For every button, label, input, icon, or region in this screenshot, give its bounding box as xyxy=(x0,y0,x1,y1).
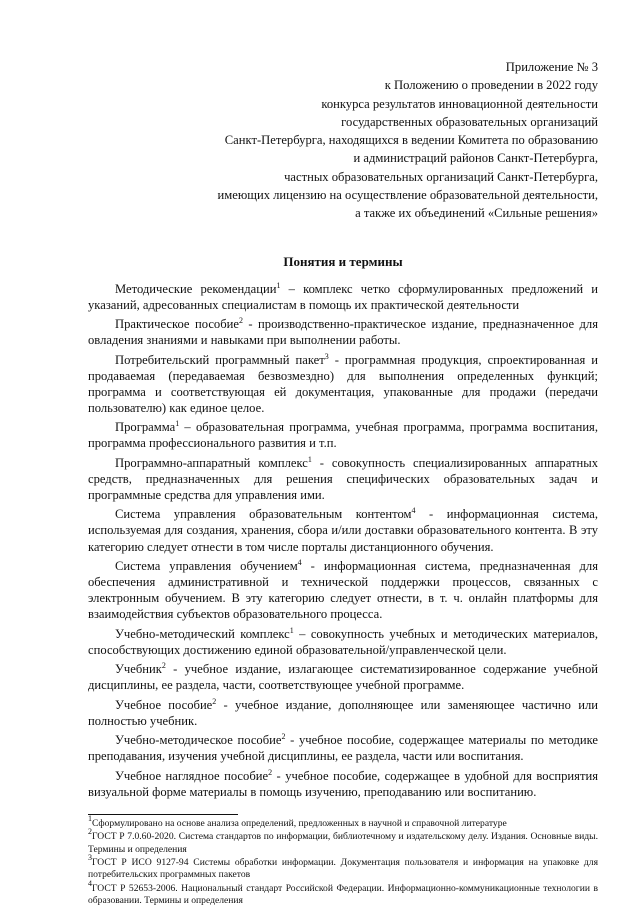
appendix-line: государственных образовательных организаций xyxy=(341,114,598,129)
footnote-text: ГОСТ Р 52653-2006. Национальный стандарт Российской Федерации. Информационно-коммуникационные технологии в образовании. Термины и определения xyxy=(88,882,598,907)
term-name: Учебно-методическое пособие xyxy=(115,733,282,748)
term-paragraph xyxy=(88,352,598,416)
term-name: Система управления обучением xyxy=(115,558,298,573)
term-paragraph xyxy=(88,419,598,451)
appendix-line: Приложение № 3 xyxy=(505,60,598,74)
term-name: Программно-аппаратный комплекс xyxy=(115,455,308,470)
term-name: Потребительский программный пакет xyxy=(115,352,325,367)
footnote-ref: 4 xyxy=(297,557,302,567)
term-name: Учебник xyxy=(115,662,162,677)
term-paragraph xyxy=(88,316,598,348)
footnote-number: 4 xyxy=(88,878,92,888)
term-definition: – образовательная программа, учебная программа, программа воспитания, программа профессионального развития и т.п. xyxy=(88,420,598,451)
footnote-text: ГОСТ Р ИСО 9127-94 Системы обработки информации. Документация пользователя и информация на упаковке для потребительских программных пакетов xyxy=(88,856,598,881)
term-definition: - производственно-практическое издание, предназначенное для овладения знаниями и навыками при выполнении работы. xyxy=(88,317,598,348)
footnote-text: Сформулировано на основе анализа определений, предложенных в научной и справочной литературе xyxy=(92,817,507,829)
footnote-number: 3 xyxy=(88,852,92,862)
term-paragraph xyxy=(88,455,598,503)
footnotes xyxy=(88,813,598,908)
term-name: Учебное пособие xyxy=(115,697,213,712)
footnote-number: 2 xyxy=(88,826,92,836)
term-definition: - учебное пособие, содержащее в удобной для восприятия визуальной форме материалы в помощь изучению, преподаванию или воспитанию. xyxy=(88,768,598,799)
term-definition: - совокупность специализированных аппаратных средств, предназначенных для решения специфических образовательных задач и программные средства для управления ими. xyxy=(88,455,598,502)
term-definition: - учебное издание, дополняющее или заменяющее частично или полностью учебник. xyxy=(88,697,599,728)
footnote-ref: 2 xyxy=(281,732,286,742)
appendix-line: Санкт-Петербурга, находящихся в ведении Комитета по образованию xyxy=(224,133,598,148)
footnote-ref: 3 xyxy=(324,351,329,361)
footnote xyxy=(88,813,598,831)
footnote-ref: 2 xyxy=(238,316,243,326)
term-definition: - учебное издание, излагающее систематизированное содержание учебной дисциплины, ее раздела, части, соответствующее учебной программе. xyxy=(88,662,598,693)
term-definition: - учебное пособие, содержащее материалы по методике преподавания, изучения учебной дисциплины, ее раздела, части или воспитания. xyxy=(88,733,598,764)
appendix-line: конкурса результатов инновационной деятельности xyxy=(321,96,598,111)
appendix-line: имеющих лицензию на осуществление образовательной деятельности, xyxy=(217,188,598,203)
footnote-text: ГОСТ Р 7.0.60-2020. Система стандартов по информации, библиотечному и издательскому делу. Издания. Основные виды. Термины и определения xyxy=(88,830,598,855)
term-paragraph xyxy=(88,768,598,800)
term-definition: - информационная система, предназначенная для обеспечения административной и технической поддержки процессов, связанных с электронным обучением. В эту категорию следует отнести, в т. ч. онлайн платформы для взаимодействия субъектов образовательного процесса. xyxy=(88,558,598,622)
footnote xyxy=(88,826,598,856)
footnote-divider xyxy=(88,814,238,815)
term-paragraph xyxy=(88,281,598,313)
term-definition: – комплекс четко сформулированных предложений и указаний, адресованных специалистам в помощь их практической деятельности xyxy=(88,281,598,312)
term-name: Учебное наглядное пособие xyxy=(115,768,269,783)
term-paragraph xyxy=(88,697,598,729)
term-paragraph xyxy=(88,661,598,693)
footnote-ref: 2 xyxy=(268,767,273,777)
term-definition: - программная продукция, спроектированная и продаваемая (передаваемая безвозмездно) для выполнения определенных функций; программа и соответствующая ей документация, упакованные для продажи (передачи пользователю) как единое целое. xyxy=(88,352,598,415)
term-name: Программа xyxy=(115,420,176,435)
term-paragraph xyxy=(88,626,598,658)
appendix-line: а также их объединений «Сильные решения» xyxy=(355,206,598,221)
appendix-header xyxy=(88,58,598,223)
footnote-ref: 2 xyxy=(161,661,166,671)
term-name: Методические рекомендации xyxy=(115,281,277,296)
appendix-line: и администраций районов Санкт-Петербурга, xyxy=(353,151,598,166)
footnote-ref: 1 xyxy=(276,280,281,290)
term-name: Система управления образовательным контентом xyxy=(115,507,412,522)
footnote xyxy=(88,852,598,882)
section-title: Понятия и термины xyxy=(283,253,403,269)
footnote-ref: 1 xyxy=(175,419,180,429)
footnote-number: 1 xyxy=(88,813,92,823)
term-definition: - информационная система, используемая для создания, хранения, сбора и/или доставки образовательного контента. В эту категорию следует отнести в том числе порталы дистанционного обучения. xyxy=(88,507,598,554)
term-paragraph xyxy=(88,732,598,764)
footnote-ref: 4 xyxy=(411,506,416,516)
footnote xyxy=(88,878,598,908)
terms-list xyxy=(88,281,598,800)
term-definition: – совокупность учебных и методических материалов, способствующих достижению единой образовательной/управленческой цели. xyxy=(88,626,599,657)
term-paragraph xyxy=(88,558,598,622)
term-paragraph xyxy=(88,506,598,554)
term-name: Практическое пособие xyxy=(115,317,239,332)
footnote-ref: 2 xyxy=(212,696,217,706)
term-name: Учебно-методический комплекс xyxy=(115,626,290,641)
appendix-line: частных образовательных организаций Санкт-Петербурга, xyxy=(284,169,598,184)
appendix-line: к Положению о проведении в 2022 году xyxy=(384,78,598,93)
footnote-ref: 1 xyxy=(289,625,294,635)
footnote-ref: 1 xyxy=(307,454,312,464)
